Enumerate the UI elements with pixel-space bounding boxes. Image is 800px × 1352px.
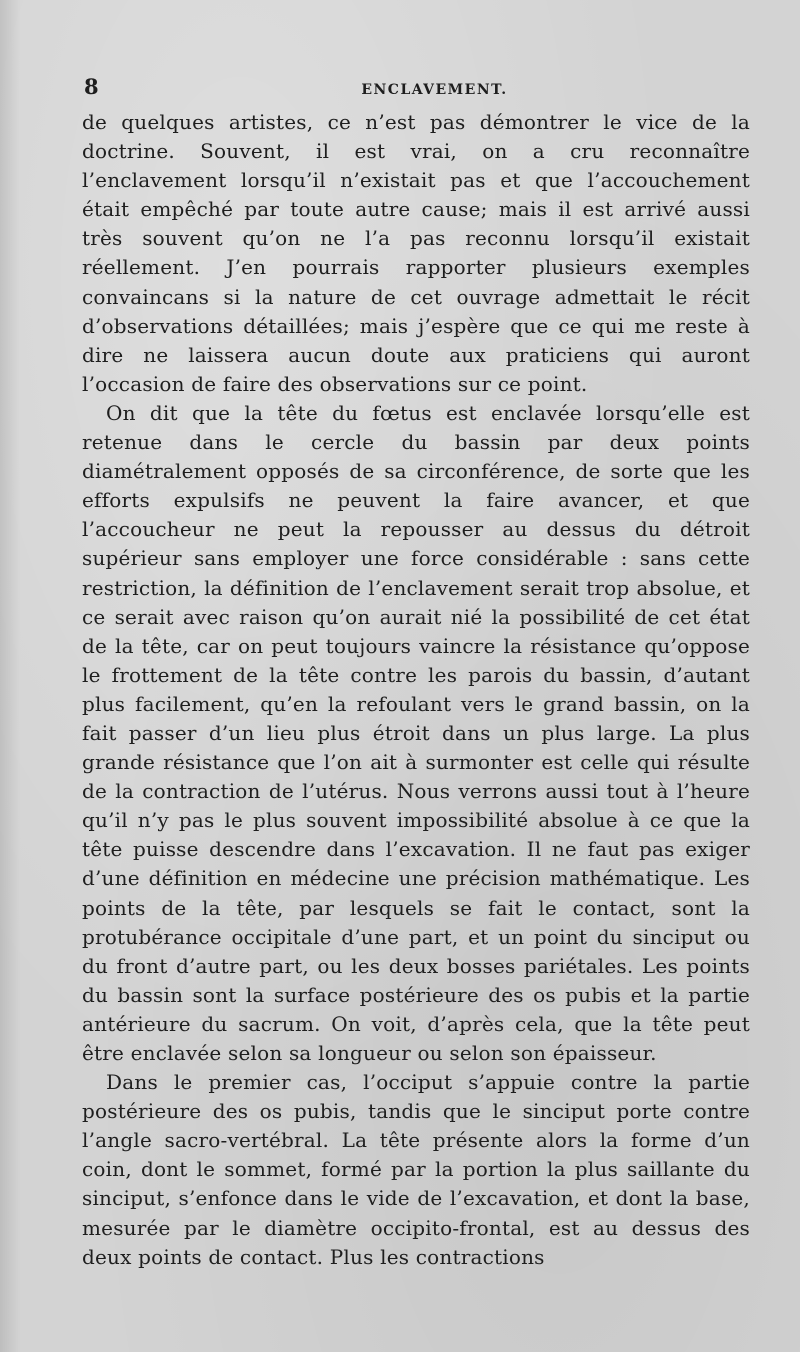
paragraph-definition: On dit que la tête du fœtus est enclavée lorsqu’elle est retenue dans le cercle du bassin par deux points diamétralement opposés de sa circonférence, de sorte que les efforts expulsifs ne peuvent la faire avancer, et que l’accoucheur ne peut la repousser au dessus du détroit supérieur sans employer une force considérable : sans cette restriction, la définition de l’enclavement serait trop absolue, et ce serait avec raison qu’on aurait nié la possibilité de cet état de la tête, car on peut toujours vaincre la résistance qu’oppose le frottement de la tête contre les parois du bassin, d’autant plus facilement, qu’en la refoulant vers le grand bassin, on la fait passer d’un lieu plus étroit dans un plus large. La plus grande résistance que l’on ait à surmonter est celle qui résulte de la contraction de l’utérus. Nous verrons aussi tout à l’heure qu’il n’y pas le plus souvent impossibilité absolue à ce que la tête puisse descendre dans l’excavation. Il ne faut pas exiger d’une définition en médecine une précision mathématique. Les points de la tête, par lesquels se fait le contact, sont la protubérance occipitale d’une part, et un point du sinciput ou du front d’autre part, ou les deux bosses pariétales. Les points du bassin sont la surface postérieure des os pubis et la partie antérieure du sacrum. On voit, d’après cela, que la tête peut être enclavée selon sa longueur ou selon son épaisseur. xyxy=(82,400,750,1065)
paragraph-continuation: de quelques artistes, ce n’est pas démontrer le vice de la doctrine. Souvent, il est vrai, on a cru reconnaître l’enclavement lorsqu’il n’existait pas et que l’accouchement était empêché par toute autre cause; mais il est arrivé aussi très souvent qu’on ne l’a pas reconnu lorsqu’il existait réellement. J’en pourrais rapporter plusieurs exemples convaincans si la nature de cet ouvrage admettait le récit d’observations détaillées; mais j’espère que ce qui me reste à dire ne laissera aucun doute aux praticiens qui auront l’occasion de faire des observations sur ce point. xyxy=(82,110,750,396)
paragraph-first-case: Dans le premier cas, l’occiput s’appuie contre la partie postérieure des os pubis, tandis que le sinciput porte contre l’angle sacro-vertébral. La tête présente alors la forme d’un coin, dont le sommet, formé par la portion la plus saillante du sinciput, s’enfonce dans le vide de l’excavation, et dont la base, mesurée par le diamètre occipito-frontal, est au dessus des deux points de contact. Plus les contractions xyxy=(82,1070,750,1269)
body-text xyxy=(82,108,750,1272)
page-number: 8 xyxy=(84,74,99,99)
page-header xyxy=(82,74,747,104)
running-title: ENCLAVEMENT. xyxy=(361,82,508,98)
